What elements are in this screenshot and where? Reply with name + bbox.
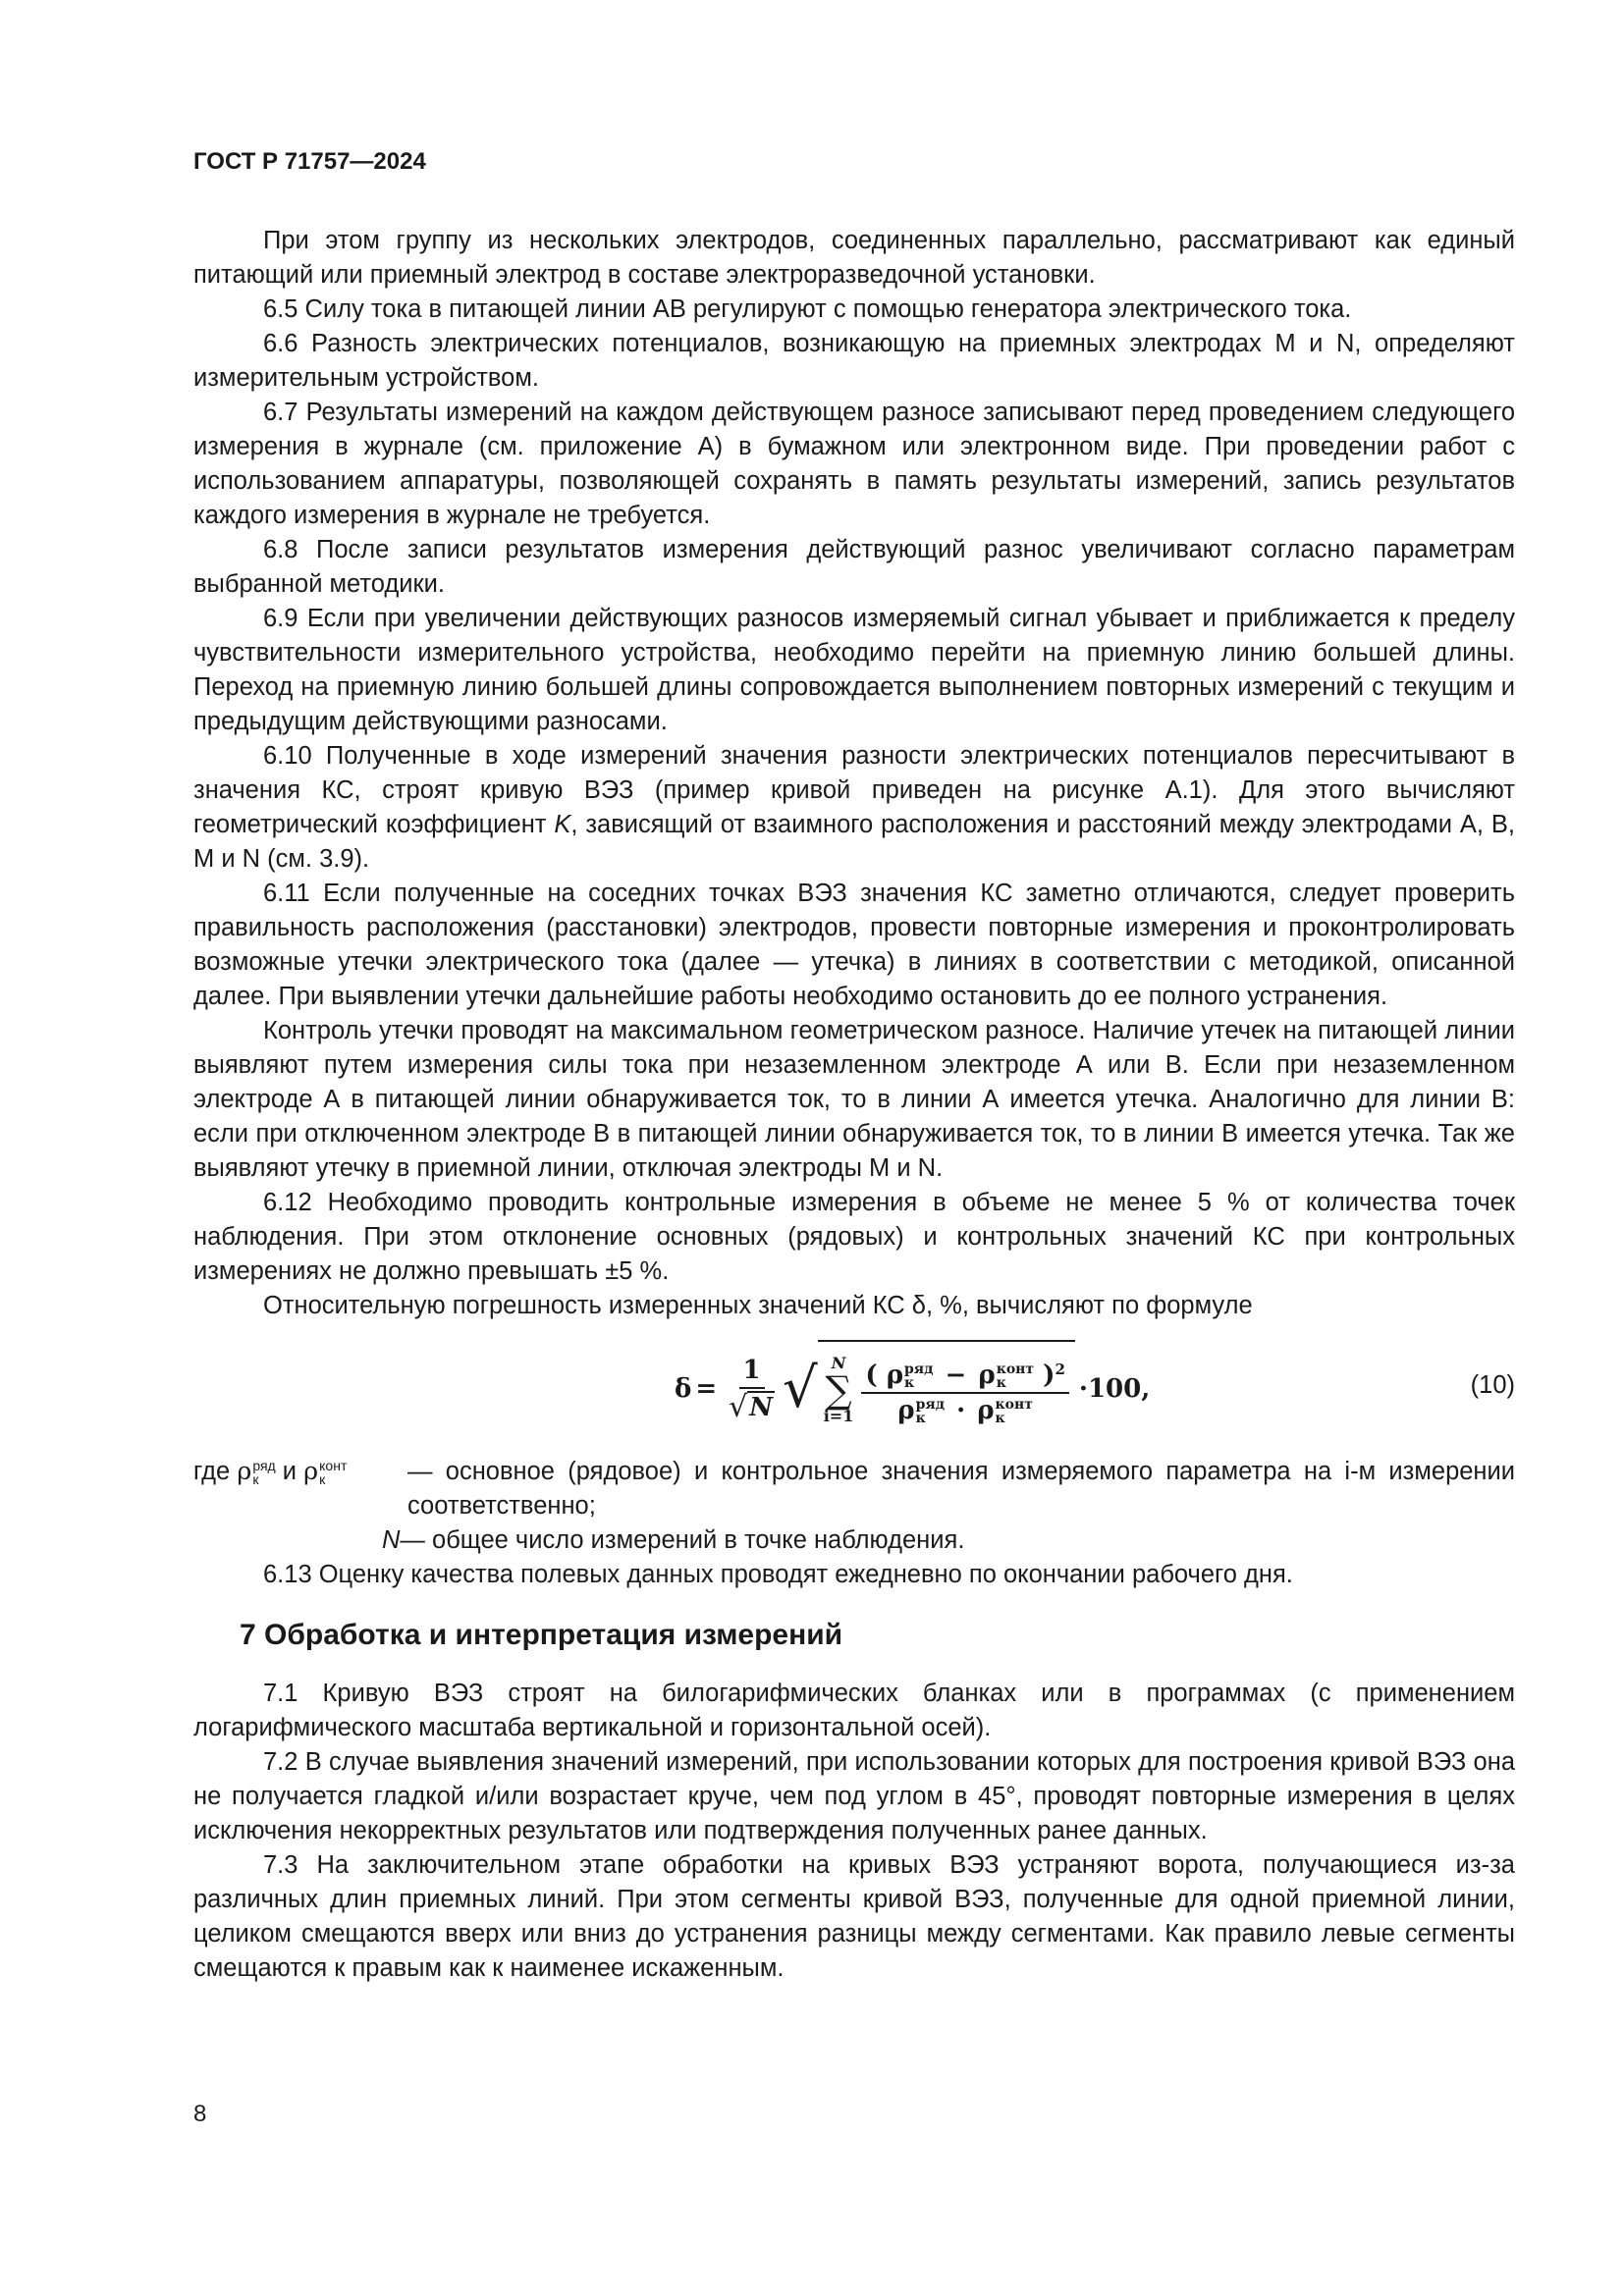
paragraph-6-10-part-a: 6.10 Полученные в ходе измерений значения разности электрических потенциалов пересчитывают в значения КС, строят кривую ВЭЗ (пример кривой приведен на рисунке А.1). Для этого вычисляют геометрический коэффициент	[193, 742, 1515, 838]
formula-sub-k: к	[915, 1411, 926, 1426]
paragraph-6-8: 6.8 После записи результатов измерения действующий разнос увеличивают согласно параметрам выбранной методики.	[193, 536, 1515, 598]
paragraph-6-5: 6.5 Силу тока в питающей линии АВ регулируют с помощью генератора электрического тока.	[263, 295, 1352, 323]
formula-sub-k: к	[996, 1375, 1006, 1391]
paragraph-6-12: 6.12 Необходимо проводить контрольные измерения в объеме не менее 5 % от количества точек наблюдения. При этом отклонение основных (рядовых) и контрольных значений КС при контрольных измерениях не должно превышать ±5 %.	[193, 1189, 1515, 1285]
formula-rho-1: ρ	[886, 1361, 904, 1390]
formula-dot: ·	[956, 1396, 966, 1425]
definition-n-symbol: N	[382, 1526, 401, 1554]
definition-sup-ryad: ряд	[252, 1458, 276, 1474]
definition-rho-symbol-1: ρ	[237, 1457, 252, 1486]
paragraph-6-9: 6.9 Если при увеличении действующих разносов измеряемый сигнал убывает и приближается к пределу чувствительности измерительного устройства, необходимо перейти на приемную линию большей длины. Переход на приемную линию большей длины сопровождается выполнением повторных измерений с текущим и предыдущим действующими разносами.	[193, 605, 1515, 735]
formula-main-denominator	[893, 1394, 1037, 1425]
definition-sub-k: к	[252, 1471, 259, 1488]
formula-times-100: ·100,	[1078, 1373, 1151, 1404]
paragraph-formula-intro: Относительную погрешность измеренных значений КС δ, %, вычисляют по формуле	[263, 1292, 1253, 1319]
document-header: ГОСТ Р 71757—2024	[193, 148, 426, 175]
formula-big-sqrt	[783, 1340, 1075, 1438]
formula-minus: −	[945, 1361, 967, 1390]
paragraph-6-10	[193, 739, 1515, 877]
formula-small-radical: √	[729, 1390, 748, 1424]
paragraph-7-3: 7.3 На заключительном этапе обработки на кривых ВЭЗ устраняют ворота, получающиеся из-за различных длин приемных линий. При этом сегменты кривой ВЭЗ, полученные для одной приемной линии, целиком смещаются вверх или вниз до устранения разницы между сегментами. Как правило левые сегменты смещаются к правым как к наименее искаженным.	[193, 1851, 1515, 1982]
paragraph-6-10-part-b: , зависящий от взаимного расположения и расстояний между электродами А, В, M и N (см. 3.9).	[193, 811, 1515, 873]
formula-rho-3-indices	[916, 1398, 945, 1425]
formula-sum-symbol: ∑	[825, 1368, 852, 1412]
formula-rho-1-indices	[904, 1362, 933, 1390]
paragraph-7-1: 7.1 Кривую ВЭЗ строят на билогарифмических бланках или в программах (с применением логарифмического масштаба вертикальной и горизонтальной осей).	[193, 1680, 1515, 1741]
definition-n	[193, 1523, 1515, 1558]
formula-rho-2-indices	[997, 1362, 1034, 1390]
formula-sub-k: к	[995, 1411, 1005, 1426]
formula-sum	[824, 1355, 854, 1425]
formula-lhs: δ	[675, 1373, 692, 1404]
formula-sum-lower: i=1	[823, 1407, 854, 1425]
formula-one-over-sqrt-n	[725, 1356, 779, 1422]
definition-text-rho: — основное (рядовое) и контрольное значения измеряемого параметра на i-м измерении соответственно;	[407, 1458, 1515, 1520]
document-body	[193, 224, 1515, 1986]
formula-rparen: )	[1043, 1361, 1056, 1390]
formula-square: 2	[1055, 1361, 1065, 1378]
formula-main-fraction	[861, 1355, 1069, 1425]
definition-and: и	[282, 1458, 298, 1485]
definition-rho-2-indices	[319, 1459, 347, 1486]
formula-sub-k: к	[904, 1375, 915, 1391]
formula-equals: =	[695, 1373, 718, 1404]
formula-expression	[675, 1323, 1150, 1455]
paragraph-7-2: 7.2 В случае выявления значений измерений, при использовании которых для построения кривой ВЭЗ она не получается гладкой и/или возрастает круче, чем под углом в 45°, проводят повторные измерения в целях исключения некорректных результатов или подтверждения полученных ранее данных.	[193, 1748, 1515, 1844]
formula-radicand	[818, 1340, 1075, 1438]
paragraph-6-11: 6.11 Если полученные на соседних точках ВЭЗ значения КС заметно отличаются, следует проверить правильность расположения (расстановки) электродов, провести повторные измерения и проконтролировать возможные утечки электрического тока (далее — утечка) в линиях в соответствии с методикой, описанной далее. При выявлении утечки дальнейшие работы необходимо остановить до ее полного устранения.	[193, 880, 1515, 1010]
paragraph-6-13: 6.13 Оценку качества полевых данных проводят ежедневно по окончании рабочего дня.	[263, 1561, 1293, 1588]
definition-text-n: — общее число измерений в точке наблюдения.	[400, 1526, 965, 1554]
formula-sup-kont: конт	[995, 1397, 1033, 1413]
formula-definitions	[193, 1455, 1515, 1558]
definition-rho	[193, 1455, 1515, 1523]
formula-n: N	[749, 1393, 774, 1422]
formula-number: (10)	[1470, 1371, 1515, 1399]
formula-radical: √	[783, 1357, 818, 1420]
definition-term-rho	[193, 1455, 407, 1523]
formula-sqrt-n	[725, 1389, 779, 1422]
definition-rho-symbol-2: ρ	[303, 1457, 319, 1486]
definition-sup-kont: конт	[319, 1458, 348, 1474]
formula-main-numerator	[861, 1355, 1069, 1394]
coefficient-k: K	[554, 811, 571, 838]
formula-lparen: (	[865, 1361, 878, 1390]
paragraph: При этом группу из нескольких электродов, соединенных параллельно, рассматривают как единый питающий или приемный электрод в составе электроразведочной установки.	[193, 227, 1515, 289]
formula-rho-2: ρ	[978, 1361, 996, 1390]
formula-sup-ryad: ряд	[904, 1362, 934, 1377]
formula-numerator-one: 1	[739, 1356, 765, 1389]
paragraph-6-7: 6.7 Результаты измерений на каждом действующем разносе записывают перед проведением следующего измерения в журнале (см. приложение А) в бумажном или электронном виде. При проведении работ с использованием аппаратуры, позволяющей сохранять в память результаты измерений, запись результатов каждого измерения в журнале не требуется.	[193, 399, 1515, 529]
formula-10	[193, 1323, 1515, 1455]
definition-rho-1-indices	[252, 1459, 275, 1486]
definition-where: где	[193, 1458, 231, 1485]
paragraph-6-6: 6.6 Разность электрических потенциалов, возникающую на приемных электродах M и N, определяют измерительным устройством.	[193, 330, 1515, 392]
paragraph-leak-control: Контроль утечки проводят на максимальном геометрическом разносе. Наличие утечек на питающей линии выявляют путем измерения силы тока при незаземленном электроде А или В. Если при незаземленном электроде А в питающей линии обнаруживается ток, то в линии А имеется утечка. Аналогично для линии В: если при отключенном электроде В в питающей линии обнаруживается ток, то в линии В имеется утечка. Так же выявляют утечку в приемной линии, отключая электроды M и N.	[193, 1017, 1515, 1182]
page-number: 8	[193, 2101, 207, 2127]
definition-sub-k: к	[319, 1471, 326, 1488]
formula-sum-upper: N	[831, 1354, 846, 1372]
formula-rho-4-indices	[996, 1398, 1033, 1425]
formula-rho-3: ρ	[897, 1396, 915, 1425]
formula-sup-kont: конт	[996, 1362, 1035, 1377]
section-7-title: 7 Обработка и интерпретация измерений	[240, 1619, 843, 1651]
formula-rho-4: ρ	[977, 1396, 995, 1425]
formula-sup-ryad: ряд	[915, 1397, 946, 1413]
